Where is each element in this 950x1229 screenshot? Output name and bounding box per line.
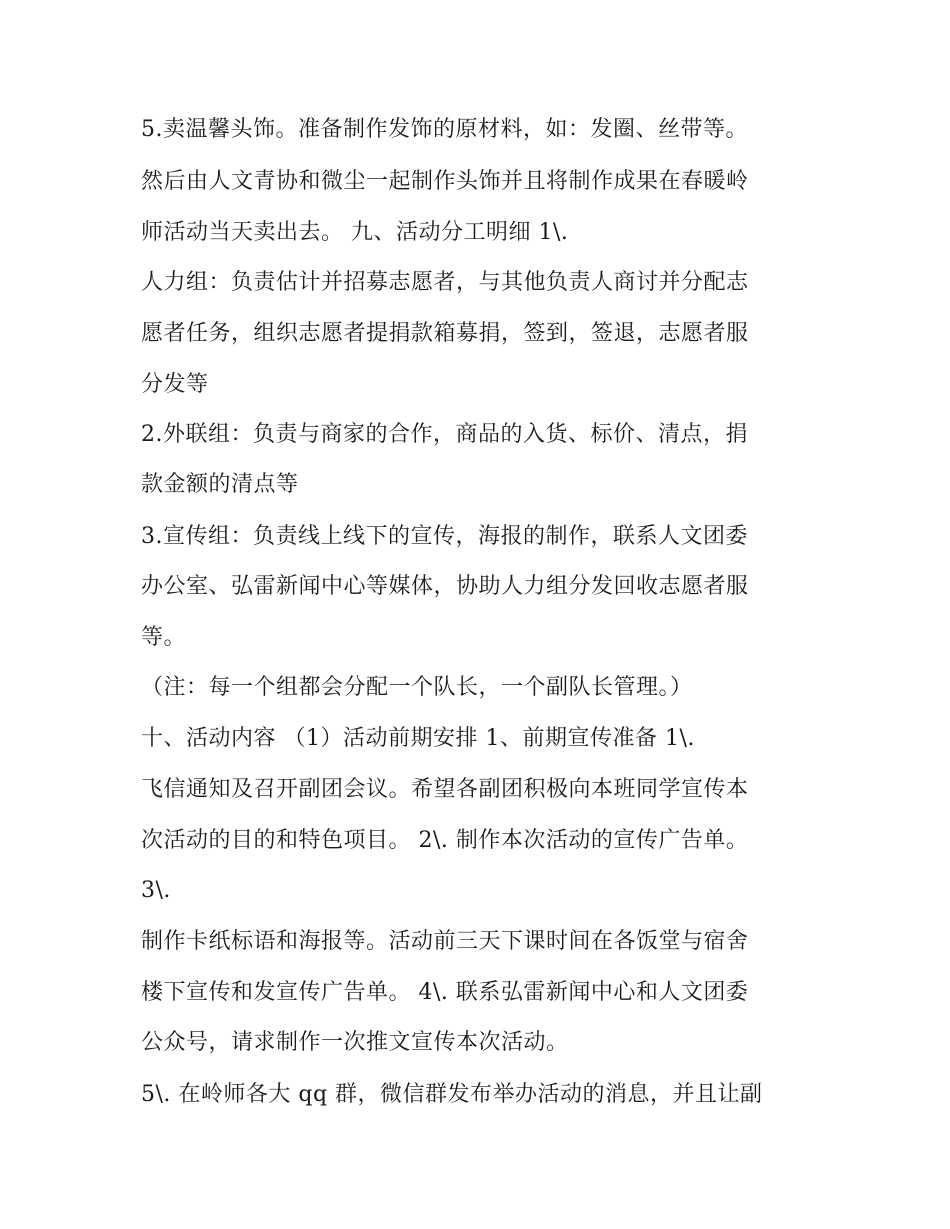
text-line: 等。	[141, 625, 187, 650]
text-line: 师活动当天卖出去。 九、活动分工明细 1\.	[141, 220, 569, 245]
text-line: 人力组：负责估计并招募志愿者，与其他负责人商讨并分配志	[141, 270, 749, 295]
text-line: （注：每一个组都会分配一个队长，一个副队长管理。）	[141, 675, 693, 700]
text-line: 然后由人文青协和微尘一起制作头饰并且将制作成果在春暖岭	[141, 169, 749, 194]
text-line: 次活动的目的和特色项目。 2\. 制作本次活动的宣传广告单。	[141, 828, 749, 853]
text-line: 分发等	[141, 372, 209, 397]
text-line: 愿者任务，组织志愿者提捐款箱募捐，签到，签退，志愿者服	[141, 321, 749, 346]
text-line: 十、活动内容 （1）活动前期安排 1、前期宣传准备 1\.	[141, 726, 695, 751]
text-line: 公众号，请求制作一次推文宣传本次活动。	[141, 1030, 569, 1055]
text-line: 款金额的清点等	[141, 472, 299, 497]
text-line: 5\. 在岭师各大 qq 群，微信群发布举办活动的消息，并且让副	[141, 1082, 763, 1107]
text-line: 办公室、弘雷新闻中心等媒体，协助人力组分发回收志愿者服	[141, 574, 749, 599]
text-line: 楼下宣传和发宣传广告单。 4\. 联系弘雷新闻中心和人文团委	[141, 980, 749, 1005]
text-line: 3.宣传组：负责线上线下的宣传，海报的制作，联系人文团委	[141, 524, 748, 549]
text-line: 2.外联组：负责与商家的合作，商品的入货、标价、清点，捐	[141, 422, 748, 447]
text-line: 3\.	[141, 878, 171, 903]
text-line: 制作卡纸标语和海报等。活动前三天下课时间在各饭堂与宿舍	[141, 929, 749, 954]
text-line: 飞信通知及召开副团会议。希望各副团积极向本班同学宣传本	[141, 777, 749, 802]
text-line: 5.卖温馨头饰。准备制作发饰的原材料，如：发圈、丝带等。	[141, 117, 748, 142]
